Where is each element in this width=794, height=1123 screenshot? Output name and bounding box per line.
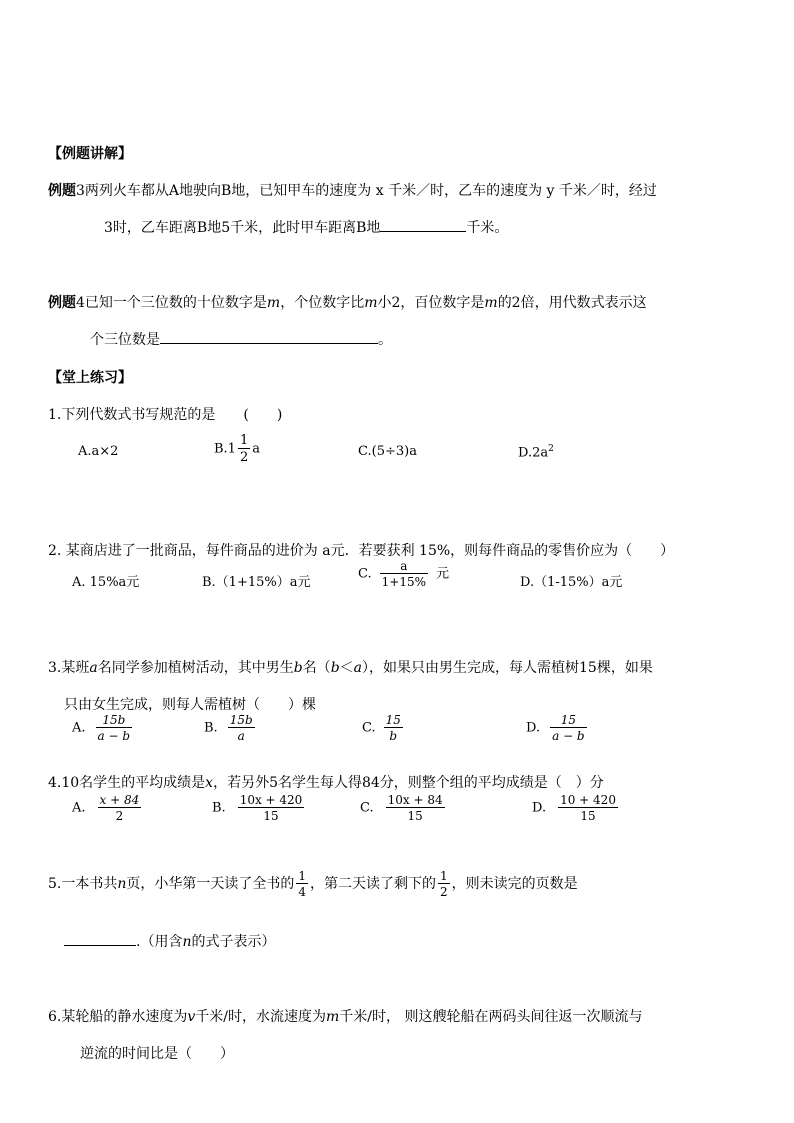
example-3-label: 例题: [48, 183, 76, 199]
question-6-stem-line2: 逆流的时间比是（ ）: [80, 1046, 234, 1062]
q3-option-b[interactable]: B. $\frac{15b}{a}$: [204, 713, 253, 743]
q1-option-b[interactable]: B.1 $\frac{1}{2}$ a: [214, 433, 261, 465]
practice-section-title: 【堂上练习】: [48, 370, 132, 386]
q1-option-c[interactable]: C.(5÷3)a: [358, 444, 417, 459]
fraction: $\frac{15}{a - b}$: [552, 713, 585, 743]
q1-option-a[interactable]: A.a×2: [78, 444, 119, 459]
q1-option-d[interactable]: $D.2a^2$: [518, 444, 554, 461]
fraction: $\frac{10 + 420}{15}$: [560, 793, 616, 823]
example-3-line2: 3时，乙车距离B地5千米，此时甲车距离B地 千米。: [104, 217, 508, 237]
example-4-line1: 例题4已知一个三位数的十位数字是m，个位数字比m小2，百位数字是m的2倍，用代数式表示这: [48, 295, 647, 311]
q2-option-c[interactable]: C. $\frac{a}{1+15\%}$ 元: [358, 559, 450, 589]
q2-option-b[interactable]: B.（1+15%）a元: [202, 575, 311, 590]
example-4-label: 例题: [48, 295, 76, 311]
fraction: $\frac{10x + 420}{15}$: [239, 793, 303, 823]
question-5-stem-line2: .（用含n的式子表示）: [64, 931, 275, 951]
fraction: $\frac{10x + 84}{15}$: [387, 793, 443, 823]
q4-option-b[interactable]: B. $\frac{10x + 420}{15}$: [212, 793, 303, 823]
fraction: $\frac{1}{2}$: [440, 869, 448, 899]
q2-option-d[interactable]: D.（1-15%）a元: [520, 575, 623, 590]
fraction: $\frac{a}{1+15\%}$: [381, 559, 426, 589]
question-3-stem-line1: 3.某班a名同学参加植树活动，其中男生b名（b＜a），如果只由男生完成，每人需植树15棵，如果: [48, 660, 653, 676]
example-3-line1: 例题3两列火车都从A地驶向B地，已知甲车的速度为 x 千米／时，乙车的速度为 y 千米／时，经过: [48, 183, 657, 199]
q4-option-d[interactable]: D. $\frac{10 + 420}{15}$: [532, 793, 616, 823]
example-section-title: 【例题讲解】: [48, 146, 132, 162]
question-6-stem-line1: 6.某轮船的静水速度为v千米/时，水流速度为m千米/时， 则这艘轮船在两码头间往返一次顺流与: [48, 1009, 643, 1025]
question-3-stem-line2: 只由女生完成，则每人需植树（ ）棵: [64, 697, 316, 713]
q3-option-a[interactable]: A. $\frac{15b}{a - b}$: [72, 713, 131, 743]
fraction: $\frac{15}{b}$: [385, 713, 401, 743]
question-1-stem: 1.下列代数式书写规范的是 ( ): [48, 407, 283, 423]
fraction: $\frac{1}{4}$: [298, 869, 307, 899]
answer-blank[interactable]: [380, 217, 466, 232]
example-4-line2: 个三位数是 。: [90, 329, 392, 349]
q3-option-d[interactable]: D. $\frac{15}{a - b}$: [526, 713, 585, 743]
fraction: $\frac{x + 84}{2}$: [99, 793, 140, 823]
q3-option-c[interactable]: C. $\frac{15}{b}$: [362, 713, 401, 743]
q4-option-c[interactable]: C. $\frac{10x + 84}{15}$: [360, 793, 443, 823]
question-5-stem-line1: 5.一本书共n页，小华第一天读了全书的 $\frac{1}{4}$ ，第二天读了剩下的 $\frac{1}{2}$ ，则未读完的页数是: [48, 869, 578, 899]
answer-blank[interactable]: [160, 329, 378, 344]
fraction: $\frac{15b}{a}$: [229, 713, 253, 743]
fraction: $\frac{1}{2}$: [239, 433, 249, 465]
answer-blank[interactable]: [64, 931, 136, 946]
question-4-stem: 4.10名学生的平均成绩是x，若另外5名学生每人得84分，则整个组的平均成绩是（ ）分: [48, 775, 604, 791]
fraction: $\frac{15b}{a - b}$: [97, 713, 131, 743]
q4-option-a[interactable]: A. $\frac{x + 84}{2}$: [72, 793, 140, 823]
question-2-stem: 2. 某商店进了一批商品，每件商品的进价为 a元．若要获利 15%，则每件商品的零售价应为（ ）: [48, 543, 675, 559]
q2-option-a[interactable]: A. 15%a元: [72, 575, 140, 590]
